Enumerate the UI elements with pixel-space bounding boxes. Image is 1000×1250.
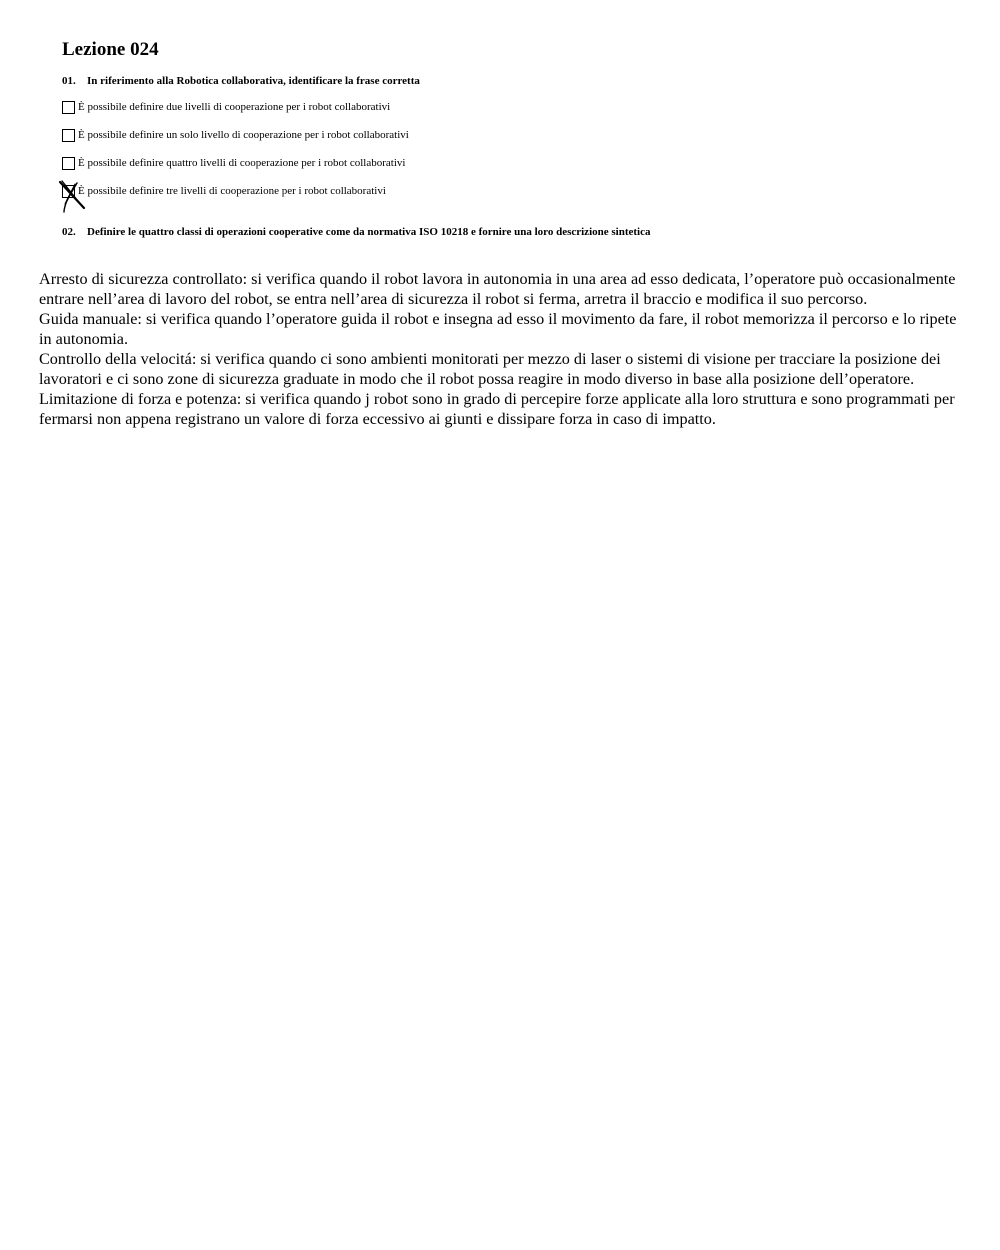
option-3-label: È possibile definire quattro livelli di cooperazione per i robot collaborativi	[78, 157, 406, 169]
option-4-checkbox[interactable]	[62, 185, 75, 198]
question-1-text: In riferimento alla Robotica collaborativa, identificare la frase corretta	[87, 75, 420, 87]
option-3[interactable]	[62, 155, 405, 171]
page-title: Lezione 024	[62, 39, 159, 60]
option-3-checkbox[interactable]	[62, 157, 75, 170]
option-1-label: È possibile definire due livelli di cooperazione per i robot collaborativi	[78, 101, 391, 113]
option-2-checkbox[interactable]	[62, 129, 75, 142]
option-4-label: È possibile definire tre livelli di cooperazione per i robot collaborativi	[78, 185, 386, 197]
answer-paragraph-guida: Guida manuale: si verifica quando l’operatore guida il robot e insegna ad esso il movimento da fare, il robot memorizza il percorso e lo ripete in autonomia.	[39, 310, 957, 348]
option-4[interactable]	[62, 183, 386, 199]
question-1-number: 01.	[62, 75, 76, 87]
question-2-number: 02.	[62, 226, 76, 238]
option-2[interactable]	[62, 127, 409, 143]
question-2	[62, 225, 650, 239]
question-2-text: Definire le quattro classi di operazioni cooperative come da normativa ISO 10218 e fornire una loro descrizione sintetica	[87, 226, 651, 238]
option-1-checkbox[interactable]	[62, 101, 75, 114]
option-1[interactable]	[62, 99, 390, 115]
answer-paragraph-arresto: Arresto di sicurezza controllato: si verifica quando il robot lavora in autonomia in una area ad esso dedicata, l’operatore può occasionalmente entrare nell’area di lavoro del robot, se entra nell’area di sicurezza il robot si ferma, arretra il braccio e modifica il suo percorso.	[39, 270, 956, 308]
answer-paragraph-limitazione: Limitazione di forza e potenza: si verifica quando j robot sono in grado di percepire forze applicate alla loro struttura e sono programmati per fermarsi non appena registrano un valore di forza eccessivo ai giunti e dissipare forza in caso di impatto.	[39, 390, 955, 428]
answer-text	[39, 269, 969, 429]
option-2-label: È possibile definire un solo livello di cooperazione per i robot collaborativi	[78, 129, 409, 141]
answer-paragraph-velocita: Controllo della velocitá: si verifica quando ci sono ambienti monitorati per mezzo di laser o sistemi di visione per tracciare la posizione dei lavoratori e ci sono zone di sicurezza graduate in modo che il robot possa reagire in modo diverso in base alla posizione dell’operatore.	[39, 350, 941, 388]
question-1	[62, 74, 420, 88]
